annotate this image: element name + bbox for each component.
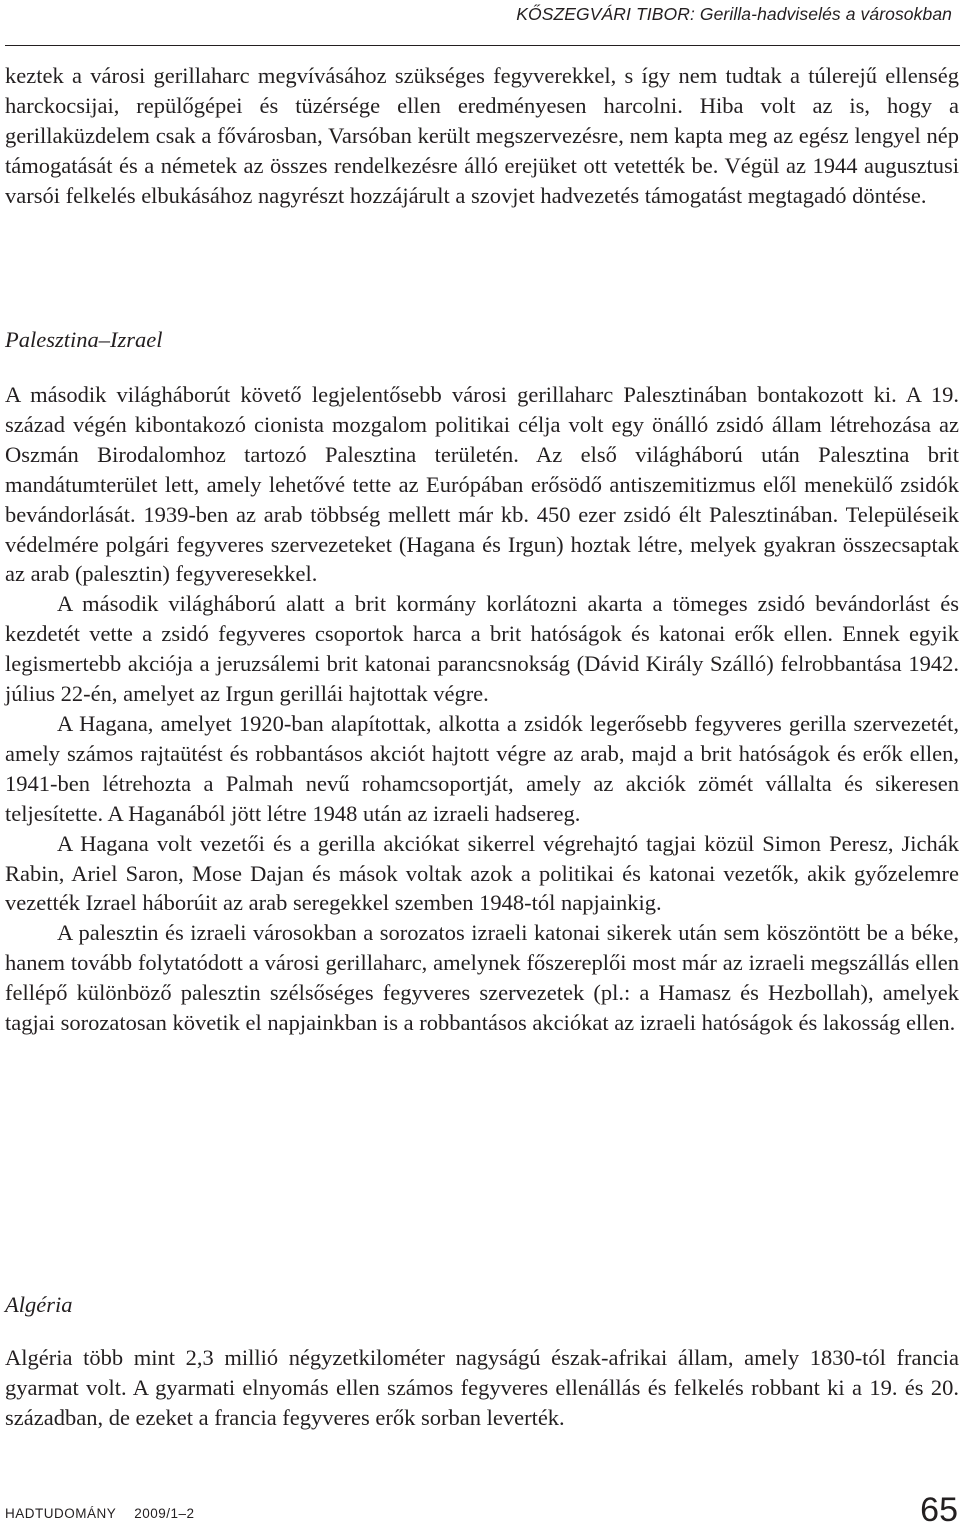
palestine-text-block <box>5 380 959 1038</box>
running-header: KŐSZEGVÁRI TIBOR: Gerilla-hadviselés a városokban <box>516 4 952 24</box>
section-heading-algeria: Algéria <box>5 1292 73 1317</box>
palestine-paragraph-4: A Hagana volt vezetői és a gerilla akciókat sikerrel végrehajtó tagjai közül Simon Peresz, Jichák Rabin, Ariel Saron, Mose Dajan és mások voltak azok a politikai és katonai vezetők, akik győzelemre vezették Izrael háborúit az arab seregekkel szemben 1948-tól napjainkig. <box>5 830 959 916</box>
intro-text-block <box>5 61 959 211</box>
intro-paragraph: keztek a városi gerillaharc megvívásához szükséges fegyverekkel, s így nem tudtak a túlerejű ellenség harckocsijai, repülőgépei és tüzérsége ellen eredményesen harcolni. Hiba volt az is, hogy a gerillaküzdelem csak a fővárosban, Varsóban került megszervezésre, nem kapta meg az egész lengyel nép támogatását és a németek az összes rendelkezésre álló erejüket ott vetették be. Végül az 1944 augusztusi varsói felkelés elbukásához nagyrészt hozzájárult a szovjet hadvezetés támogatást megtagadó döntése. <box>5 63 959 208</box>
header-rule <box>5 45 960 46</box>
palestine-paragraph-2: A második világháború alatt a brit kormány korlátozni akarta a tömeges zsidó bevándorlást és kezdetét vette a zsidó fegyveres csoportok harca a brit hatóságok és katonai erők ellen. Ennek egyik legismertebb akciója a jeruzsálemi brit katonai parancsnokság (Dávid Király Szálló) felrobbantása 1942. július 22-én, amelyet az Irgun gerillái hajtottak végre. <box>5 591 959 707</box>
algeria-text-block <box>5 1343 959 1433</box>
palestine-paragraph-1: A második világháborút követő legjelentősebb városi gerillaharc Palesztinában bontakozott ki. A 19. század végén kibontakozó cionista mozgalom politikai célja volt egy önálló zsidó állam létrehozása az Oszmán Birodalomhoz tartozó Palesztina területén. Az első világháború után Palesztina brit mandátumterület lett, amely lehetővé tette az Európában erősödő antiszemitizmus elől menekülő zsidók bevándorlását. 1939-ben az arab többség mellett már kb. 450 ezer zsidó élt Palesztinában. Településeik védelmére polgári fegyveres szervezeteket (Hagana és Irgun) hoztak létre, melyek gyakran összecsaptak az arab (palesztin) fegyveresekkel. <box>5 382 959 587</box>
palestine-paragraph-3: A Hagana, amelyet 1920-ban alapítottak, alkotta a zsidók legerősebb fegyveres gerilla szervezetét, amely számos rajtaütést és robbantásos akciót hajtott végre az arab, majd a brit hatóságok és erők ellen, 1941-ben létrehozta a Palmah nevű rohamcsoportját, amely az akciók zömét vállalta és sikeresen teljesítette. A Haganából jött létre 1948 után az izraeli hadsereg. <box>5 710 959 826</box>
algeria-paragraph: Algéria több mint 2,3 millió négyzetkilométer nagyságú észak-afrikai állam, amely 1830-tól francia gyarmat volt. A gyarmati elnyomás ellen számos fegyveres ellenállás és felkelés robbant ki a 19. és 20. században, de ezeket a francia fegyveres erők sorban leverték. <box>5 1345 959 1430</box>
palestine-paragraph-5: A palesztin és izraeli városokban a sorozatos izraeli katonai sikerek után sem köszöntött be a béke, hanem tovább folytatódott a városi gerillaharc, amelynek főszereplői most már az izraeli megszállás ellen fellépő különböző palesztin szélsőséges fegyveres szervezetek (pl.: a Hamasz és Hezbollah), amelyek tagjai sorozatosan követik el napjainkban is a robbantásos akciókat az izraeli hatóságok és lakosság ellen. <box>5 920 959 1036</box>
journal-footer: HADTUDOMÁNY 2009/1–2 <box>5 1506 195 1521</box>
page-number: 65 <box>920 1491 958 1529</box>
section-heading-palestine: Palesztina–Izrael <box>5 327 163 352</box>
